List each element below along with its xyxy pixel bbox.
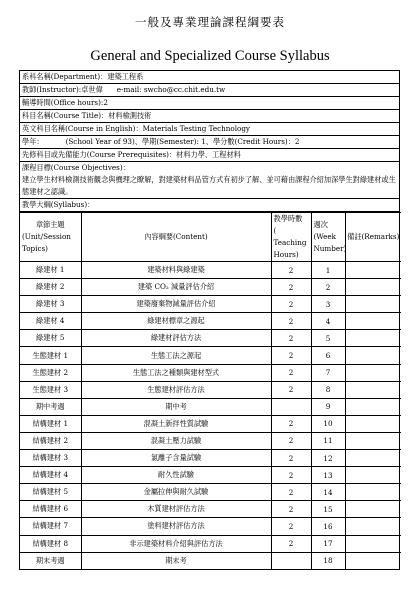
cell-content: 生態工法之種類與建材型式 bbox=[81, 364, 271, 381]
cell-topic: 結構建材 6 bbox=[20, 501, 81, 518]
course-title-line: 科目名稱(Course Title)：材料檢測技術 bbox=[20, 110, 399, 123]
cell-content: 期中考 bbox=[81, 398, 271, 415]
header-hours: 教學時數 ( Teaching Hours) bbox=[271, 213, 311, 262]
table-row bbox=[20, 398, 401, 415]
cell-topic: 生態建材 3 bbox=[20, 381, 81, 398]
cell-content: 建築 CO₂ 減量評估介紹 bbox=[81, 279, 271, 296]
cell-remarks bbox=[345, 313, 401, 330]
table-row bbox=[20, 450, 401, 467]
cell-week: 18 bbox=[311, 552, 345, 569]
cell-hours: 2 bbox=[271, 313, 311, 330]
cell-remarks bbox=[345, 262, 401, 279]
cell-week: 13 bbox=[311, 467, 345, 484]
table-row bbox=[20, 535, 401, 552]
cell-topic: 結構建材 7 bbox=[20, 518, 81, 535]
cell-week: 6 bbox=[311, 347, 345, 364]
cell-content: 氯離子含量試驗 bbox=[81, 450, 271, 467]
table-row bbox=[20, 432, 401, 449]
cell-hours: 2 bbox=[271, 501, 311, 518]
cell-remarks bbox=[345, 279, 401, 296]
cell-content: 綠建材評估方法 bbox=[81, 330, 271, 347]
cell-week: 10 bbox=[311, 415, 345, 432]
cell-content: 非示建築材料介紹與評估方法 bbox=[81, 535, 271, 552]
cell-hours: 2 bbox=[271, 467, 311, 484]
cell-week: 2 bbox=[311, 279, 345, 296]
school-year-semester: (School Year of 93)、學期(Semester): 1 bbox=[65, 137, 206, 146]
cell-hours: 2 bbox=[271, 381, 311, 398]
cell-topic: 綠建材 3 bbox=[20, 296, 81, 313]
table-row bbox=[20, 381, 401, 398]
cell-topic: 期中考週 bbox=[20, 398, 81, 415]
cell-content: 塗料建材評估方法 bbox=[81, 518, 271, 535]
cell-topic: 結構建材 2 bbox=[20, 432, 81, 449]
cell-remarks bbox=[345, 450, 401, 467]
cell-hours: 2 bbox=[271, 518, 311, 535]
cell-content: 混凝土壓力試驗 bbox=[81, 432, 271, 449]
cell-content: 建築材料與綠建築 bbox=[81, 262, 271, 279]
cell-content: 建築廢棄物減量評估介紹 bbox=[81, 296, 271, 313]
cell-remarks bbox=[345, 518, 401, 535]
credit-hours: 、學分數(Credit Hours)：2 bbox=[205, 137, 300, 146]
cell-topic: 結構建材 8 bbox=[20, 535, 81, 552]
objectives-label: 課程目標(Course Objectives)： bbox=[22, 163, 130, 172]
syllabus-table bbox=[20, 212, 401, 569]
table-row bbox=[20, 467, 401, 484]
header-content: 內容綱要(Content) bbox=[81, 213, 271, 262]
table-row bbox=[20, 364, 401, 381]
cell-week: 16 bbox=[311, 518, 345, 535]
instructor-line bbox=[20, 84, 399, 97]
cell-remarks bbox=[345, 296, 401, 313]
cell-week: 14 bbox=[311, 484, 345, 501]
cell-topic: 結構建材 5 bbox=[20, 484, 81, 501]
cell-hours: 2 bbox=[271, 279, 311, 296]
cell-hours bbox=[271, 552, 311, 569]
header-topic: 章節主題 (Unit/Session Topics) bbox=[20, 213, 81, 262]
objectives-block bbox=[20, 162, 399, 199]
table-row bbox=[20, 552, 401, 569]
cell-week: 7 bbox=[311, 364, 345, 381]
cell-hours: 2 bbox=[271, 415, 311, 432]
cell-content: 金屬拉伸與耐久試驗 bbox=[81, 484, 271, 501]
cell-hours: 2 bbox=[271, 296, 311, 313]
instructor-label: 教師(Instructor): bbox=[22, 85, 82, 94]
cell-topic: 期末考週 bbox=[20, 552, 81, 569]
instructor-email: e-mail: swcho@cc.chit.edu.tw bbox=[116, 85, 226, 94]
cell-content: 混凝土新拌性質試驗 bbox=[81, 415, 271, 432]
table-row bbox=[20, 347, 401, 364]
cell-week: 12 bbox=[311, 450, 345, 467]
cell-remarks bbox=[345, 381, 401, 398]
table-row bbox=[20, 296, 401, 313]
table-row bbox=[20, 279, 401, 296]
cell-content: 期末考 bbox=[81, 552, 271, 569]
cell-hours: 2 bbox=[271, 450, 311, 467]
syllabus-table-body bbox=[20, 262, 401, 570]
header-week: 週次 (Week Number) bbox=[311, 213, 345, 262]
table-row bbox=[20, 313, 401, 330]
school-year-line bbox=[20, 136, 399, 149]
table-row bbox=[20, 262, 401, 279]
cell-remarks bbox=[345, 484, 401, 501]
cell-topic: 綠建材 2 bbox=[20, 279, 81, 296]
cell-week: 1 bbox=[311, 262, 345, 279]
cell-week: 5 bbox=[311, 330, 345, 347]
cell-week: 15 bbox=[311, 501, 345, 518]
table-row bbox=[20, 501, 401, 518]
school-year-label: 學年： bbox=[22, 137, 44, 146]
cell-topic: 生態建材 1 bbox=[20, 347, 81, 364]
cell-hours: 2 bbox=[271, 432, 311, 449]
cell-content: 耐久性試驗 bbox=[81, 467, 271, 484]
cell-content: 生態建材評估方法 bbox=[81, 381, 271, 398]
cell-remarks bbox=[345, 467, 401, 484]
table-row bbox=[20, 484, 401, 501]
cell-week: 4 bbox=[311, 313, 345, 330]
cell-week: 17 bbox=[311, 535, 345, 552]
syllabus-label: 教學大綱(Syllabus)： bbox=[20, 199, 399, 212]
objectives-text: 建立學生材料檢測技術觀念與機理之瞭解，對建築材料品管方式有初步了解、並可藉由課程介紹加深學生對綠建材或生態建材之認識。 bbox=[22, 175, 396, 196]
cell-remarks bbox=[345, 415, 401, 432]
instructor-name: 卓世偉 bbox=[81, 85, 103, 94]
cell-remarks bbox=[345, 347, 401, 364]
cell-remarks bbox=[345, 398, 401, 415]
cell-hours: 2 bbox=[271, 364, 311, 381]
cell-hours bbox=[271, 398, 311, 415]
cell-remarks bbox=[345, 535, 401, 552]
cell-hours: 2 bbox=[271, 347, 311, 364]
cell-remarks bbox=[345, 432, 401, 449]
cell-hours: 2 bbox=[271, 330, 311, 347]
cell-topic: 結構建材 1 bbox=[20, 415, 81, 432]
cell-remarks bbox=[345, 552, 401, 569]
cell-topic: 生態建材 2 bbox=[20, 364, 81, 381]
department-line: 系科名稱(Department)：建築工程系 bbox=[20, 71, 399, 84]
cell-week: 3 bbox=[311, 296, 345, 313]
course-english-line: 英文科目名稱(Course in English)：Materials Testing Technology bbox=[20, 123, 399, 136]
document-title-chinese: 一般及專業理論課程綱要表 bbox=[135, 15, 285, 29]
document-title-english: General and Specialized Course Syllabus bbox=[90, 48, 330, 64]
cell-remarks bbox=[345, 330, 401, 347]
cell-remarks bbox=[345, 364, 401, 381]
cell-topic: 結構建材 4 bbox=[20, 467, 81, 484]
syllabus-form bbox=[19, 70, 400, 570]
cell-hours: 2 bbox=[271, 262, 311, 279]
cell-week: 9 bbox=[311, 398, 345, 415]
cell-hours: 2 bbox=[271, 484, 311, 501]
cell-content: 綠建材標章之源起 bbox=[81, 313, 271, 330]
header-remarks: 備註(Remarks) bbox=[345, 213, 401, 262]
table-row bbox=[20, 415, 401, 432]
cell-topic: 結構建材 3 bbox=[20, 450, 81, 467]
cell-week: 11 bbox=[311, 432, 345, 449]
cell-topic: 綠建材 1 bbox=[20, 262, 81, 279]
cell-topic: 綠建材 5 bbox=[20, 330, 81, 347]
cell-content: 生態工法之源起 bbox=[81, 347, 271, 364]
table-row bbox=[20, 330, 401, 347]
table-header-row bbox=[20, 213, 401, 262]
table-row bbox=[20, 518, 401, 535]
cell-week: 8 bbox=[311, 381, 345, 398]
cell-topic: 綠建材 4 bbox=[20, 313, 81, 330]
cell-remarks bbox=[345, 501, 401, 518]
office-hours-line: 輔導時間(Office hours):2 bbox=[20, 97, 399, 110]
cell-content: 木質建材評估方法 bbox=[81, 501, 271, 518]
prerequisites-line: 先修科目或先備能力(Course Prerequisites)：材料力學、工程材料 bbox=[20, 149, 399, 162]
cell-hours: 2 bbox=[271, 535, 311, 552]
